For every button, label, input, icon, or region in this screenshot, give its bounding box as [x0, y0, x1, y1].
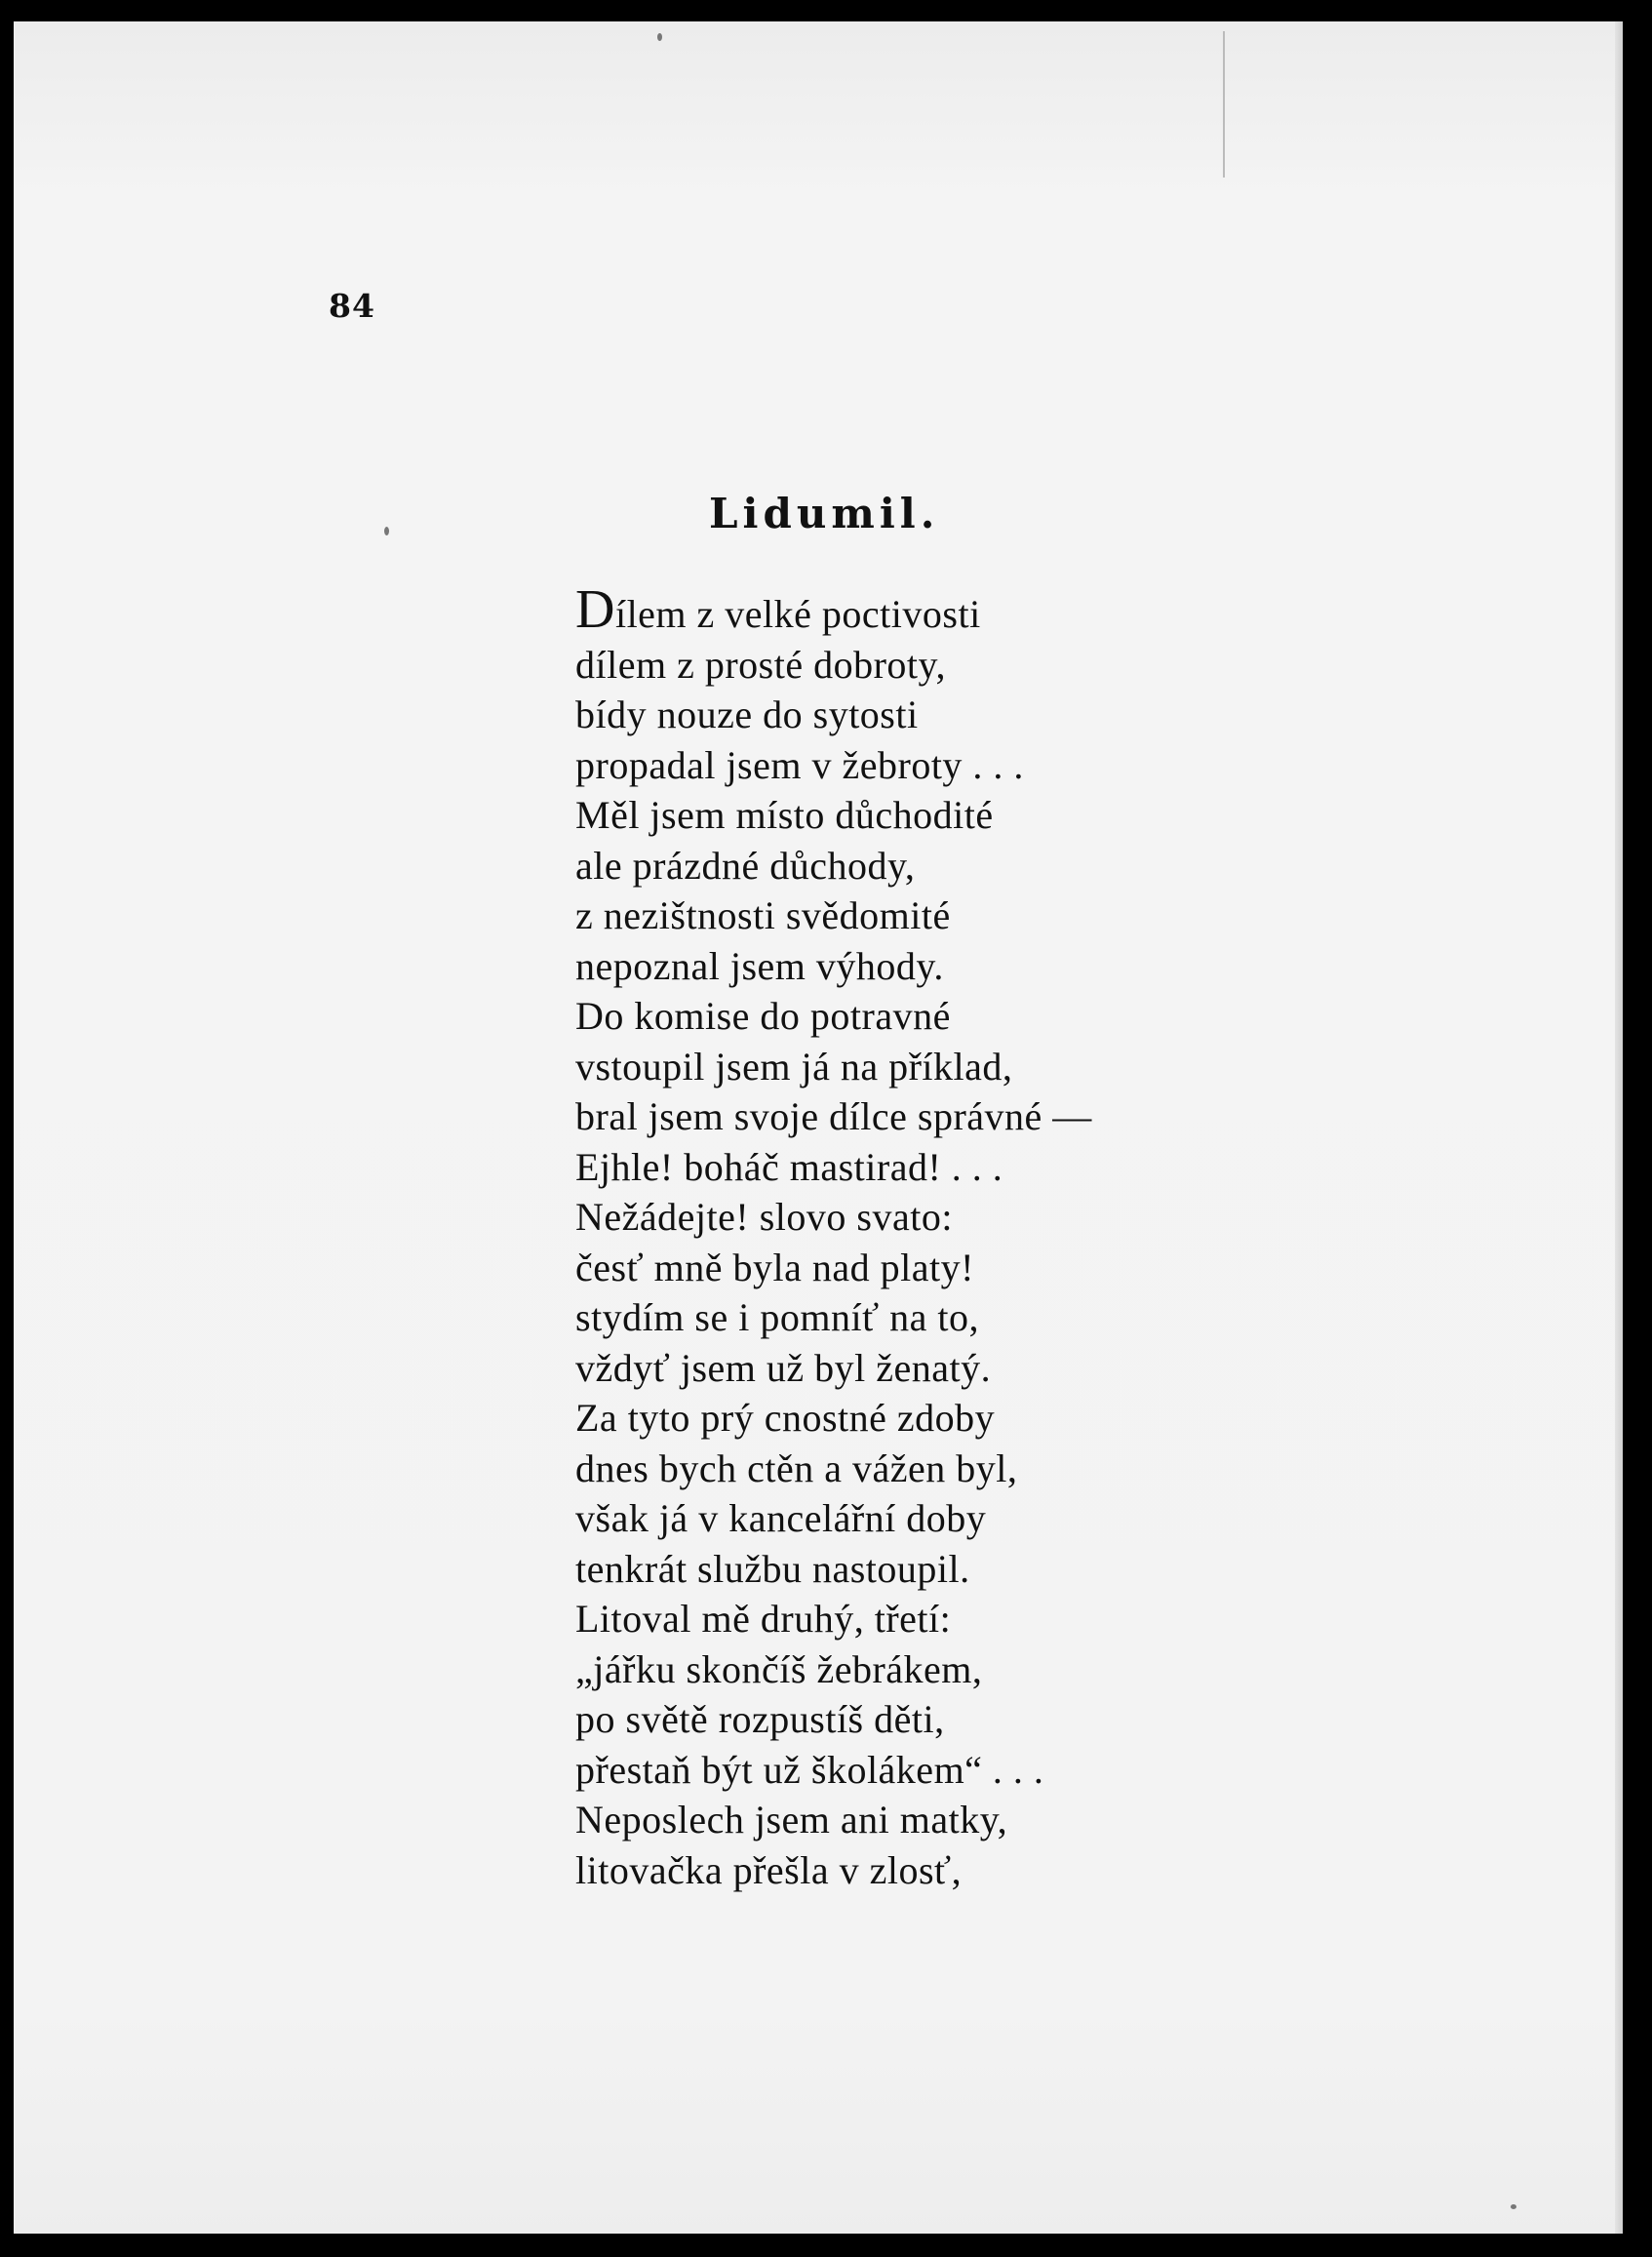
dust-speck [384, 527, 389, 535]
book-page [14, 21, 1623, 2234]
poem-line: Za tyto prý cnostné zdoby [575, 1396, 996, 1440]
poem-line: tenkrát službu nastoupil. [575, 1546, 970, 1591]
poem-title: Lidumil. [709, 490, 940, 537]
poem-line: stydím se i pomníť na to, [575, 1295, 980, 1339]
poem-line: Do komise do potravné [575, 994, 951, 1038]
poem-line: ale prázdné důchody, [575, 843, 916, 888]
dust-speck [657, 33, 662, 41]
poem-line: Měl jsem místo důchodité [575, 793, 994, 837]
poem-line: Nežádejte! slovo svato: [575, 1195, 953, 1239]
page-number: 84 [329, 287, 375, 325]
poem-line: litovačka přešla v zlosť, [575, 1847, 963, 1892]
poem-line: vstoupil jsem já na příklad, [575, 1044, 1013, 1089]
poem-line: přestaň být už školákem“ . . . [575, 1747, 1044, 1792]
poem-line [575, 579, 1278, 640]
poem-line: po světě rozpustíš děti, [575, 1697, 945, 1741]
poem-line: z nezištnosti svědomité [575, 893, 951, 937]
poem-line: však já v kancelářní doby [575, 1496, 987, 1540]
poem-line: Neposlech jsem ani matky, [575, 1798, 1008, 1841]
dust-speck [1511, 2204, 1516, 2209]
poem-line: česť mně byla nad platy! [575, 1245, 974, 1289]
poem-line: dnes bych ctěn a vážen byl, [575, 1445, 1018, 1490]
drop-initial: D [575, 579, 615, 640]
poem-line: bral jsem svoje dílce správné — [575, 1094, 1092, 1138]
poem-line-text: ílem z velké poctivosti [614, 592, 981, 636]
poem-line: „jářku skončíš žebrákem, [575, 1646, 983, 1691]
poem-line: nepoznal jsem výhody. [575, 943, 944, 988]
page-crease [1223, 31, 1225, 178]
poem-line: vždyť jsem už byl ženatý. [575, 1345, 992, 1390]
poem-line: bídy nouze do sytosti [575, 693, 919, 736]
poem-line: Ejhle! boháč mastirad! . . . [575, 1144, 1003, 1189]
poem-body [575, 579, 1278, 1895]
page-edge [1615, 21, 1623, 2234]
poem-line: dílem z prosté dobroty, [575, 642, 946, 687]
poem-line: Litoval mě druhý, třetí: [575, 1597, 952, 1641]
poem-line: propadal jsem v žebroty . . . [575, 742, 1024, 787]
